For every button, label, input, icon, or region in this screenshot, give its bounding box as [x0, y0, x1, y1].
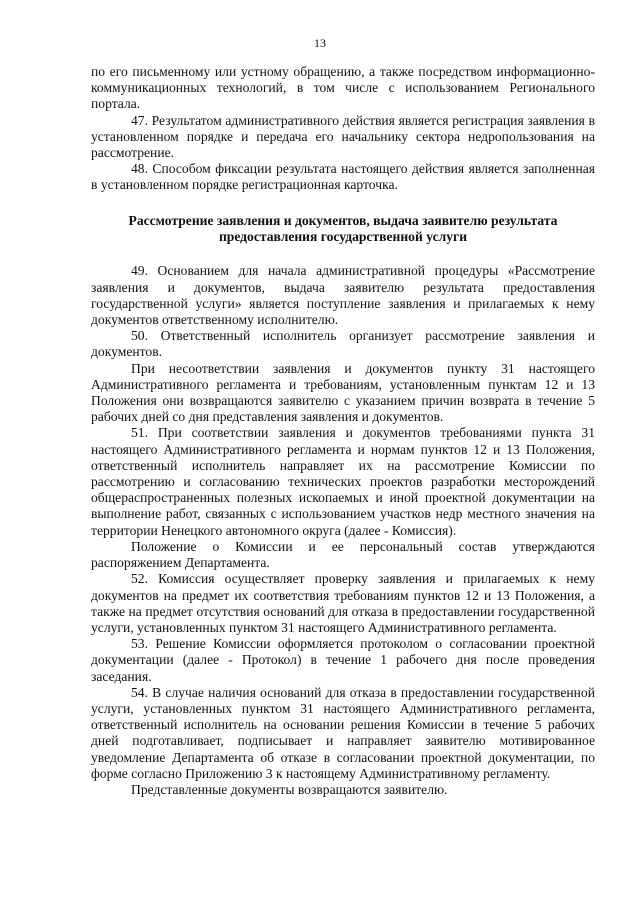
paragraph-continuation: по его письменному или устному обращению, а также посредством информационно-коммуникационных технологий, в том числе с использованием Регионального портала. — [91, 64, 595, 112]
document-body — [91, 64, 595, 798]
paragraph-50: 50. Ответственный исполнитель организует рассмотрение заявления и документов. — [91, 328, 595, 360]
paragraph-48: 48. Способом фиксации результата настоящего действия является заполненная в установленном порядке регистрационная карточка. — [91, 161, 595, 193]
paragraph-53: 53. Решение Комиссии оформляется протоколом о согласовании проектной документации (далее - Протокол) в течение 1 рабочего дня после проведения заседания. — [91, 636, 595, 684]
paragraph-51: 51. При соответствии заявления и документов требованиями пункта 31 настоящего Административного регламента и нормам пунктов 12 и 13 Положения, ответственный исполнитель направляет их на рассмотрение Комиссии по рассмотрению и согласованию технических проектов разработки месторождений общераспространенных полезных ископаемых и иной проектной документации на выполнение работ, связанных с использованием участков недр местного значения на территории Ненецкого автономного округа (далее - Комиссия). — [91, 425, 595, 538]
paragraph-documents-returned: Представленные документы возвращаются заявителю. — [131, 781, 448, 797]
paragraph-52: 52. Комиссия осуществляет проверку заявления и прилагаемых к нему документов на предмет их соответствия требованиям пунктов 12 и 13 Положения, а также на предмет отсутствия оснований для отказа в предоставлении государственной услуги, установленных пунктом 31 настоящего Административного регламента. — [91, 571, 595, 635]
paragraph-commission-regulation: Положение о Комиссии и ее персональный состав утверждаются распоряжением Департамента. — [91, 538, 595, 571]
paragraph-49: 49. Основанием для начала административной процедуры «Рассмотрение заявления и документов, выдача заявителю результата предоставления государственной услуги» является поступление заявления и прилагаемых к нему документов ответственному исполнителю. — [91, 263, 595, 328]
paragraph-54: 54. В случае наличия оснований для отказа в предоставлении государственной услуги, установленных пунктом 31 настоящего Административного регламента, ответственный исполнитель на основании решения Комиссии в течение 5 рабочих дней подготавливает, подписывает и направляет заявителю мотивированное уведомление Департамента об отказе в согласовании проектной документации, по форме согласно Приложению 3 к настоящему Административному регламенту. — [91, 684, 595, 781]
section-heading: Рассмотрение заявления и документов, выдача заявителю результата предоставления государственной услуги — [128, 212, 558, 245]
paragraph-47: 47. Результатом административного действия является регистрация заявления в установленном порядке и передача его начальнику сектора недропользования на рассмотрение. — [91, 112, 595, 161]
page-number: 13 — [314, 36, 326, 50]
paragraph-50-return-clause: При несоответствии заявления и документов пункту 31 настоящего Административного регламента и требованиям, установленным пунктам 12 и 13 Положения они возвращаются заявителю с указанием причин возврата в течение 5 рабочих дней со дня представления заявления и документов. — [91, 360, 595, 425]
